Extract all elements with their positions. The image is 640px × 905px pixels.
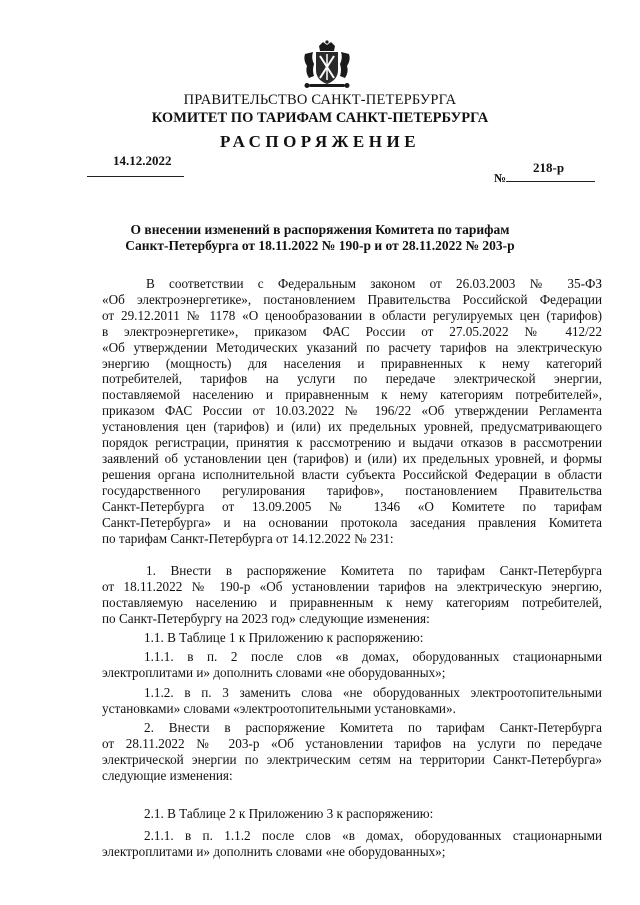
- item-2-line: от 28.11.2022 № 203-р «Об установлении тарифов на услуги по передаче: [102, 735, 602, 751]
- number-underline: [506, 181, 595, 182]
- item-1-1-1-paragraph: [102, 649, 602, 681]
- item-2-1-1-line: 2.1.1. в п. 1.1.2 после слов «в домах, оборудованных стационарными: [144, 828, 602, 843]
- preamble-line: В соответствии с Федеральным законом от 26.03.2003 № 35-ФЗ: [146, 276, 602, 291]
- item-2-1-paragraph: [102, 806, 602, 822]
- document-title-line-1: О внесении изменений в распоряжения Комитета по тарифам: [130, 222, 510, 237]
- preamble-line: поставляемой населению и приравненным к нему категориям потребителей»,: [102, 387, 602, 403]
- item-2-line: 2. Внести в распоряжение Комитета по тарифам Санкт-Петербурга: [144, 720, 602, 735]
- document-date: 14.12.2022: [113, 153, 172, 168]
- date-underline: [87, 176, 184, 177]
- item-2-1-1-paragraph: [102, 828, 602, 860]
- item-2-line: электрической энергии по электрическим сетям на территории Санкт-Петербурга»: [102, 751, 602, 767]
- document-number: 218-р: [533, 160, 565, 175]
- preamble-line: от 29.12.2011 № 1178 «О ценообразовании в области регулируемых цен (тарифов): [102, 307, 602, 323]
- number-sign: №: [494, 171, 507, 185]
- preamble-line: установления цен (тарифов) и (или) их предельных уровней, предусматривающего: [102, 419, 602, 435]
- preamble-line: «Об электроэнергетике», постановлением Правительства Российской Федерации: [102, 291, 602, 307]
- item-2-1-line: 2.1. В Таблице 2 к Приложению 3 к распоряжению:: [144, 806, 434, 821]
- government-name: ПРАВИТЕЛЬСТВО САНКТ-ПЕТЕРБУРГА: [183, 92, 457, 108]
- committee-name: КОМИТЕТ ПО ТАРИФАМ САНКТ-ПЕТЕРБУРГА: [151, 110, 489, 126]
- preamble-line: по тарифам Санкт-Петербурга от 14.12.2022 № 231:: [102, 530, 394, 546]
- preamble-line: государственного регулирования тарифов», постановлением Правительства: [102, 482, 602, 498]
- preamble-line: «Об утверждении Методических указаний по расчету тарифов на электрическую: [102, 339, 602, 355]
- document-title-line-2: Санкт-Петербурга от 18.11.2022 № 190-р и от 28.11.2022 № 203-р: [125, 238, 515, 253]
- preamble-line: порядок регистрации, принятия к рассмотрению и выдачи отказов в рассмотрении: [102, 435, 602, 451]
- item-2-line: следующие изменения:: [102, 767, 233, 783]
- preamble-line: заявлений об установлении цен (тарифов) и (или) их предельных уровней, и формы: [102, 450, 602, 466]
- item-1-paragraph: [102, 563, 602, 627]
- item-1-1-1-line: электроплитами и» дополнить словами «не оборудованных»;: [102, 664, 446, 680]
- item-1-1-2-line: установками» словами «электроотопительными установками».: [102, 700, 456, 716]
- item-1-line: 1. Внести в распоряжение Комитета по тарифам Санкт-Петербурга: [146, 563, 602, 578]
- preamble-line: в электроэнергетике», приказом ФАС России от 27.05.2022 № 412/22: [102, 323, 602, 339]
- item-2-1-1-line: электроплитами и» дополнить словами «не оборудованных»;: [102, 843, 446, 859]
- preamble-line: потребителей, тарифов на услуги по передаче электрической энергии,: [102, 371, 602, 387]
- coat-of-arms-emblem: [299, 40, 355, 92]
- preamble-line: решения органа исполнительной власти субъекта Российской Федерации в области: [102, 466, 602, 482]
- item-1-line: от 18.11.2022 № 190-р «Об установлении тарифов на электрическую энергию,: [102, 578, 602, 594]
- item-1-line: по Санкт-Петербургу на 2023 год» следующие изменения:: [102, 610, 430, 626]
- preamble-paragraph: [102, 276, 602, 546]
- item-1-1-line: 1.1. В Таблице 1 к Приложению к распоряжению:: [144, 630, 424, 645]
- item-1-1-1-line: 1.1.1. в п. 2 после слов «в домах, оборудованных стационарными: [144, 649, 602, 664]
- item-1-1-2-line: 1.1.2. в п. 3 заменить слова «не оборудованных электроотопительными: [144, 685, 602, 700]
- item-1-1-2-paragraph: [102, 685, 602, 717]
- item-2-paragraph: [102, 720, 602, 784]
- preamble-line: приказом ФАС России от 10.03.2022 № 196/22 «Об утверждении Регламента: [102, 403, 602, 419]
- preamble-line: Санкт-Петербурга от 13.09.2005 № 1346 «О Комитете по тарифам: [102, 498, 602, 514]
- document-type: РАСПОРЯЖЕНИЕ: [219, 132, 421, 151]
- preamble-line: энергию (мощность) для населения и приравненных к нему категорий: [102, 355, 602, 371]
- item-1-line: поставляемую населению и приравненным к нему категориям потребителей,: [102, 594, 602, 610]
- item-1-1-paragraph: [102, 630, 602, 646]
- preamble-line: Санкт-Петербурга» и на основании протокола заседания правления Комитета: [102, 514, 602, 530]
